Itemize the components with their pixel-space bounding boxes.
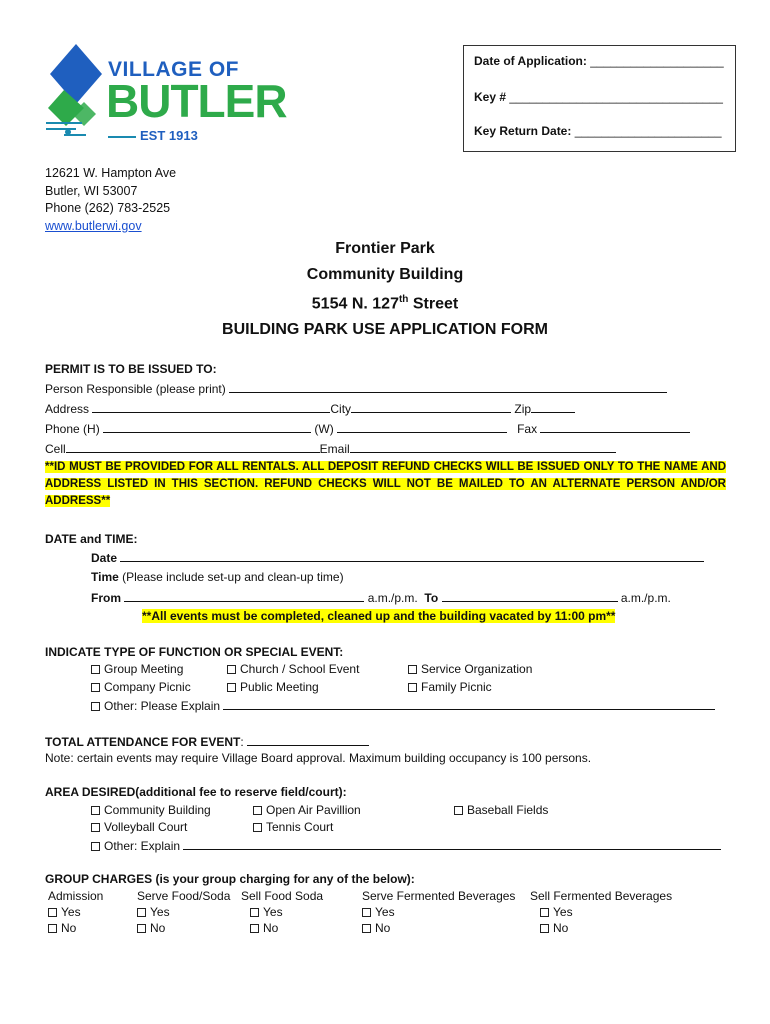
office-use-box [463, 45, 736, 152]
id-warning: **ID MUST BE PROVIDED FOR ALL RENTALS. ALL DEPOSIT REFUND CHECKS WILL BE ISSUED ONLY TO THE NAME AND ADDRESS LISTED IN THIS SECTION. REFUND CHECKS WILL NOT BE MAILED TO AN ALTERNATE PERSON AND/OR ADDRESS** [45, 461, 726, 507]
checkbox-icon[interactable] [91, 702, 100, 711]
checkbox-icon[interactable] [253, 823, 262, 832]
option-service-org[interactable]: Service Organization [408, 661, 532, 677]
checkbox-icon[interactable] [454, 806, 463, 815]
charge-no[interactable]: No [48, 921, 103, 935]
option-group-meeting[interactable]: Group Meeting [91, 661, 183, 677]
option-church-school[interactable]: Church / School Event [227, 661, 359, 677]
checkbox-icon[interactable] [408, 683, 417, 692]
charge-label: Admission [48, 889, 104, 903]
datetime-heading: DATE and TIME: [45, 532, 138, 546]
checkbox-icon[interactable] [48, 908, 57, 917]
vacate-note: **All events must be completed, cleaned up and the building vacated by 11:00 pm** [142, 609, 616, 623]
function-heading: INDICATE TYPE OF FUNCTION OR SPECIAL EVENT: [45, 645, 344, 659]
logo-butler: BUTLER [106, 75, 287, 127]
charge-serve-food [137, 889, 230, 935]
checkbox-icon[interactable] [362, 908, 371, 917]
option-public-meeting[interactable]: Public Meeting [227, 679, 319, 695]
area-other[interactable]: Other: Explain [91, 837, 721, 854]
checkbox-icon[interactable] [91, 842, 100, 851]
option-family-picnic[interactable]: Family Picnic [408, 679, 492, 695]
address-row[interactable]: Address City Zip [45, 400, 575, 417]
address-street: 12621 W. Hampton Ave [45, 166, 177, 180]
charge-yes[interactable]: Yes [540, 905, 672, 919]
charge-yes[interactable]: Yes [137, 905, 230, 919]
time-row: Time (Please include set-up and clean-up time) [91, 570, 344, 584]
area-pavillion[interactable]: Open Air Pavillion [253, 802, 361, 818]
key-number-row[interactable]: Key # ________________________________ [474, 90, 723, 104]
phone-row[interactable]: Phone (H) (W) Fax [45, 420, 690, 437]
logo-village-of: VILLAGE OF [108, 58, 239, 81]
person-responsible-row[interactable]: Person Responsible (please print) [45, 380, 667, 397]
date-row[interactable]: Date [91, 549, 704, 566]
address-phone: Phone (262) 783-2525 [45, 201, 171, 215]
key-return-date-row[interactable]: Key Return Date: ______________________ [474, 124, 722, 138]
charge-label: Sell Food Soda [241, 889, 324, 903]
area-heading: AREA DESIRED(additional fee to reserve field/court): [45, 785, 347, 799]
option-company-picnic[interactable]: Company Picnic [91, 679, 191, 695]
checkbox-icon[interactable] [540, 924, 549, 933]
checkbox-icon[interactable] [253, 806, 262, 815]
address-city: Butler, WI 53007 [45, 183, 138, 198]
charge-label: Serve Fermented Beverages [362, 889, 516, 903]
checkbox-icon[interactable] [91, 683, 100, 692]
cell-email-row[interactable]: Cell Email [45, 440, 616, 457]
charge-no[interactable]: No [137, 921, 230, 935]
checkbox-icon[interactable] [540, 908, 549, 917]
checkbox-icon[interactable] [91, 823, 100, 832]
charge-admission [48, 889, 103, 935]
checkbox-icon[interactable] [227, 665, 236, 674]
area-baseball[interactable]: Baseball Fields [454, 802, 548, 818]
date-of-application-row[interactable]: Date of Application: ____________________ [474, 54, 724, 68]
charge-no[interactable]: No [250, 921, 323, 935]
title-form-name: BUILDING PARK USE APPLICATION FORM [222, 320, 548, 338]
permit-heading: PERMIT IS TO BE ISSUED TO: [45, 362, 217, 376]
checkbox-icon[interactable] [137, 908, 146, 917]
checkbox-icon[interactable] [91, 665, 100, 674]
from-to-row[interactable]: From a.m./p.m. To a.m./p.m. [91, 591, 671, 605]
checkbox-icon[interactable] [362, 924, 371, 933]
checkbox-icon[interactable] [91, 806, 100, 815]
checkbox-icon[interactable] [227, 683, 236, 692]
charge-sell-food [241, 889, 323, 935]
area-tennis[interactable]: Tennis Court [253, 819, 333, 835]
checkbox-icon[interactable] [250, 908, 259, 917]
charge-yes[interactable]: Yes [250, 905, 323, 919]
website-link[interactable]: www.butlerwi.gov [45, 218, 142, 233]
checkbox-icon[interactable] [137, 924, 146, 933]
charge-no[interactable]: No [362, 921, 515, 935]
logo-est: EST 1913 [108, 128, 198, 143]
checkbox-icon[interactable] [48, 924, 57, 933]
charge-label: Sell Fermented Beverages [530, 889, 673, 903]
charge-yes[interactable]: Yes [48, 905, 103, 919]
charge-sell-fermented [530, 889, 672, 935]
title-street: 5154 N. 127th Street [311, 294, 459, 313]
title-building: Community Building [306, 265, 464, 283]
area-volleyball[interactable]: Volleyball Court [91, 819, 187, 835]
charge-yes[interactable]: Yes [362, 905, 515, 919]
checkbox-icon[interactable] [250, 924, 259, 933]
charge-no[interactable]: No [540, 921, 672, 935]
attendance-note: Note: certain events may require Village Board approval. Maximum building occupancy is 100 persons. [45, 751, 592, 765]
attendance-row[interactable]: TOTAL ATTENDANCE FOR EVENT: [45, 733, 369, 750]
charges-heading: GROUP CHARGES (is your group charging for any of the below): [45, 872, 415, 886]
area-community-building[interactable]: Community Building [91, 802, 211, 818]
charge-serve-fermented [362, 889, 515, 935]
form-title [0, 236, 770, 342]
title-park: Frontier Park [335, 240, 435, 257]
charge-label: Serve Food/Soda [137, 889, 231, 903]
village-address [45, 165, 176, 235]
checkbox-icon[interactable] [408, 665, 417, 674]
option-other-function[interactable]: Other: Please Explain [91, 697, 715, 714]
